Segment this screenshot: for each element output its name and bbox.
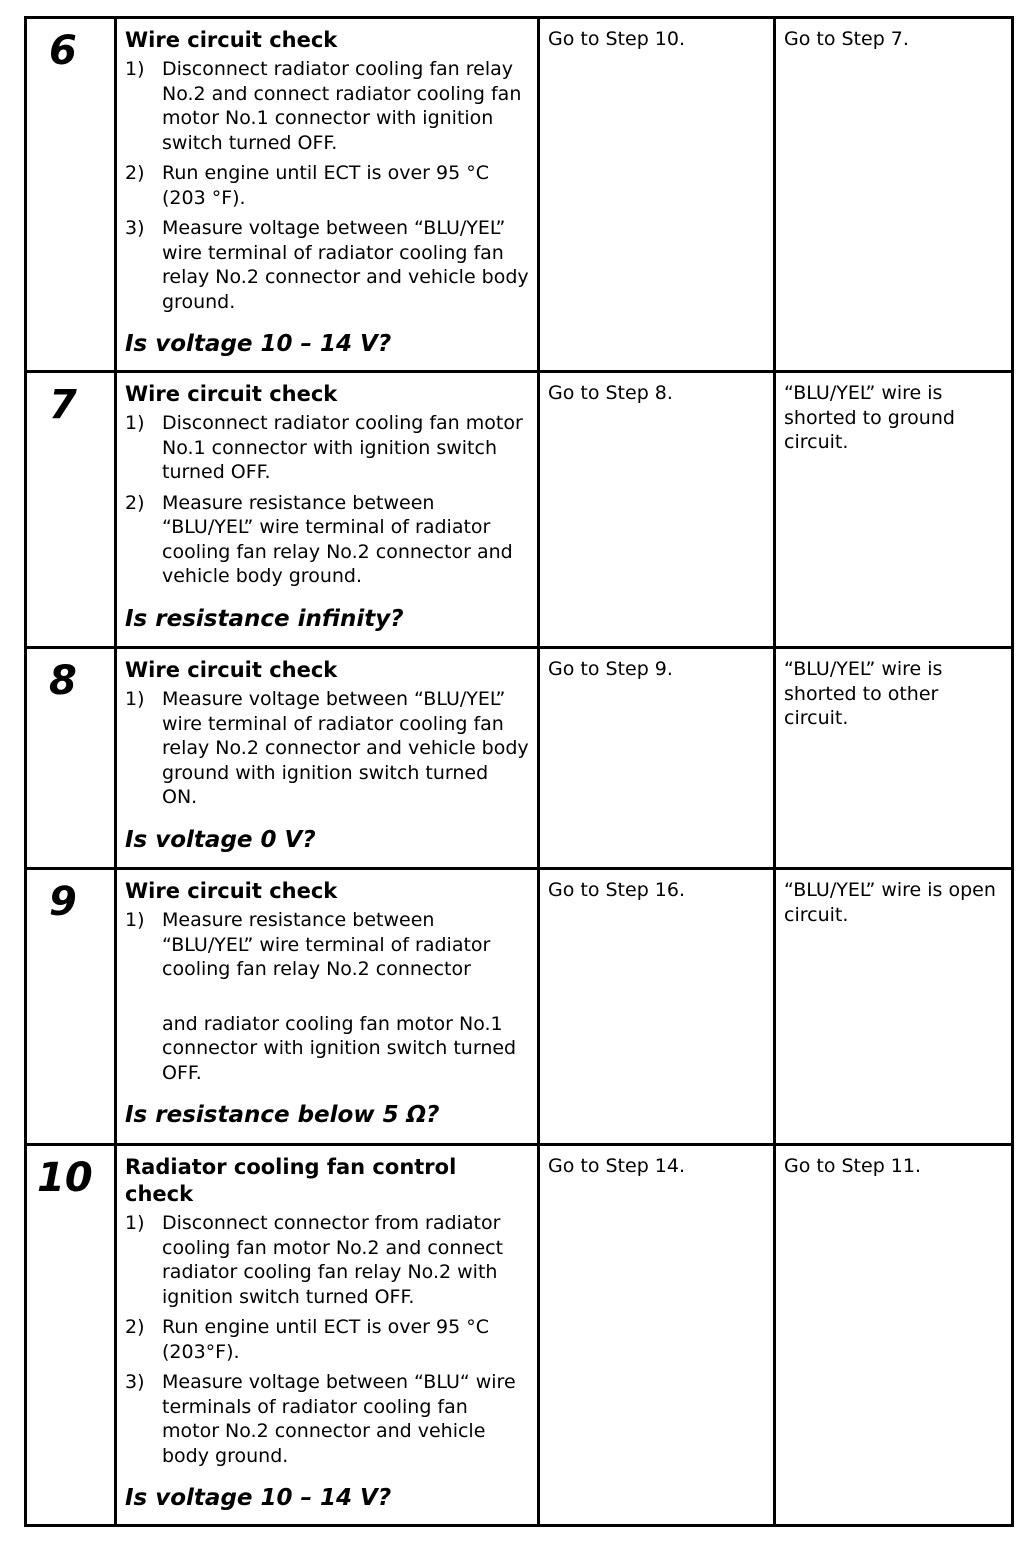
substep-number: 1) bbox=[125, 688, 145, 710]
yes-result: Go to Step 8. bbox=[539, 372, 775, 648]
substep-number: 1) bbox=[125, 412, 145, 434]
step-row-10 bbox=[26, 1145, 1013, 1526]
substep bbox=[125, 411, 529, 485]
substep-text: Disconnect radiator cooling fan motor No.1 connector with ignition switch turned OFF. bbox=[162, 412, 523, 483]
step-number: 7 bbox=[26, 372, 116, 648]
substep bbox=[125, 1315, 529, 1364]
substep-number: 1) bbox=[125, 1212, 145, 1234]
yes-result: Go to Step 16. bbox=[539, 869, 775, 1145]
yes-result: Go to Step 10. bbox=[539, 18, 775, 372]
no-result: “BLU/YEL” wire is shorted to ground circuit. bbox=[775, 372, 1013, 648]
step-title: Wire circuit check bbox=[125, 382, 338, 406]
step-title: Wire circuit check bbox=[125, 658, 338, 682]
substep-text: Measure resistance between “BLU/YEL” wire terminal of radiator cooling fan relay No.2 connector and vehicle body ground. bbox=[162, 491, 513, 587]
step-question: Is voltage 0 V? bbox=[125, 826, 316, 853]
step-action-cell bbox=[116, 18, 539, 372]
substep-text: Disconnect radiator cooling fan relay No.2 and connect radiator cooling fan motor No.1 connector with ignition switch turned OFF. bbox=[162, 58, 522, 154]
no-result: “BLU/YEL” wire is open circuit. bbox=[775, 869, 1013, 1145]
step-question: Is voltage 10 – 14 V? bbox=[125, 1485, 392, 1511]
substep-text: Measure voltage between “BLU/YEL” wire terminal of radiator cooling fan relay No.2 connector and vehicle body ground. bbox=[162, 217, 529, 313]
step-row-9 bbox=[26, 869, 1013, 1145]
step-question: Is resistance below 5 Ω? bbox=[125, 1102, 440, 1128]
substep bbox=[125, 216, 529, 314]
substep bbox=[125, 57, 529, 155]
substep bbox=[125, 908, 529, 1085]
step-action-cell bbox=[116, 869, 539, 1145]
step-action-cell bbox=[116, 648, 539, 869]
substep-text-continued: and radiator cooling fan motor No.1 connector with ignition switch turned OFF. bbox=[162, 1012, 517, 1084]
step-row-7 bbox=[26, 372, 1013, 648]
substep bbox=[125, 687, 529, 810]
step-number: 9 bbox=[26, 869, 116, 1145]
step-title: Wire circuit check bbox=[125, 28, 338, 52]
substep-text: Measure voltage between “BLU“ wire terminals of radiator cooling fan motor No.2 connector and vehicle body ground. bbox=[162, 1371, 516, 1467]
substep-text-block bbox=[162, 908, 529, 1085]
step-row-8 bbox=[26, 648, 1013, 869]
step-action-cell bbox=[116, 1145, 539, 1526]
step-question: Is resistance infinity? bbox=[125, 605, 404, 632]
substep bbox=[125, 491, 529, 589]
step-title: Radiator cooling fan control check bbox=[125, 1155, 457, 1206]
substep-number: 2) bbox=[125, 1316, 145, 1338]
step-number: 10 bbox=[26, 1145, 116, 1526]
step-question: Is voltage 10 – 14 V? bbox=[125, 331, 392, 357]
substep-number: 2) bbox=[125, 491, 145, 514]
no-result: Go to Step 11. bbox=[775, 1145, 1013, 1526]
step-title: Wire circuit check bbox=[125, 879, 338, 903]
substep-number: 1) bbox=[125, 58, 145, 80]
substep-number: 3) bbox=[125, 1371, 145, 1393]
substep-number: 1) bbox=[125, 909, 145, 931]
step-number: 8 bbox=[26, 648, 116, 869]
substep-number: 3) bbox=[125, 217, 145, 239]
substep bbox=[125, 1370, 529, 1468]
substep-text: Run engine until ECT is over 95 °C (203°F). bbox=[162, 1316, 489, 1363]
step-row-6 bbox=[26, 18, 1013, 372]
no-result: “BLU/YEL” wire is shorted to other circuit. bbox=[775, 648, 1013, 869]
no-result: Go to Step 7. bbox=[775, 18, 1013, 372]
substep-text: Disconnect connector from radiator cooling fan motor No.2 and connect radiator cooling fan relay No.2 with ignition switch turned OFF. bbox=[162, 1212, 504, 1308]
diagnostic-steps-table bbox=[24, 16, 1014, 1527]
step-action-cell bbox=[116, 372, 539, 648]
substep-text: Measure voltage between “BLU/YEL” wire terminal of radiator cooling fan relay No.2 connector and vehicle body ground with ignition switch turned ON. bbox=[162, 688, 529, 808]
step-number: 6 bbox=[26, 18, 116, 372]
substep-text: Run engine until ECT is over 95 °C (203 °F). bbox=[162, 162, 489, 209]
substep bbox=[125, 1211, 529, 1309]
substep-number: 2) bbox=[125, 162, 145, 184]
substep-text: Measure resistance between “BLU/YEL” wire terminal of radiator cooling fan relay No.2 connector bbox=[162, 909, 491, 980]
yes-result: Go to Step 9. bbox=[539, 648, 775, 869]
substep bbox=[125, 161, 529, 210]
yes-result: Go to Step 14. bbox=[539, 1145, 775, 1526]
